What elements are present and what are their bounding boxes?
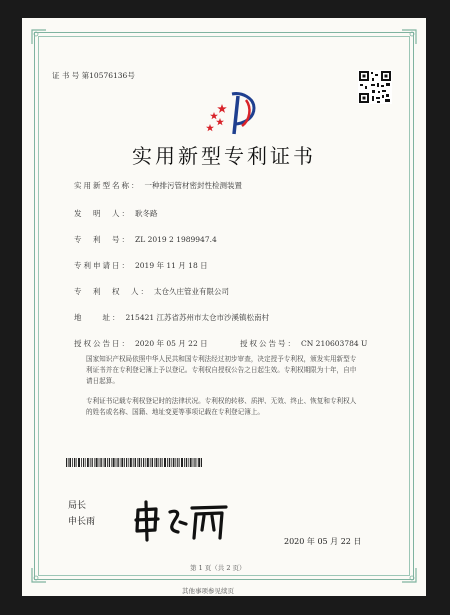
field-row-address <box>74 312 269 323</box>
cnipa-logo-icon <box>202 90 268 136</box>
legal-status-paragraph: 专利证书记载专利权登记时的法律状况。专利权的转移、质押、无效、终止、恢复和专利权人的姓名或名称、国籍、地址变更等事项记载在专利登记簿上。 <box>86 397 357 416</box>
field-label: 地 址： <box>74 313 122 322</box>
field-row-patent-number <box>74 234 217 245</box>
field-value: 耿冬路 <box>135 209 158 218</box>
field-value: 215421 江苏省苏州市太仓市沙溪镇松南村 <box>125 313 270 322</box>
corner-ornament-icon <box>400 28 418 46</box>
field-label: 专 利 权 人： <box>74 287 150 296</box>
field-value: 太仓久庄管业有限公司 <box>154 287 229 296</box>
field-label: 实用新型名称： <box>74 181 141 190</box>
field-label: 专利申请日： <box>74 261 131 270</box>
field-value: 2019 年 11 月 18 日 <box>135 261 208 270</box>
grant-number-value: CN 210603784 U <box>301 339 368 348</box>
field-value: ZL 2019 2 1989947.4 <box>135 235 217 244</box>
signer-title: 局长 <box>68 501 87 511</box>
field-row-patentee <box>74 286 229 297</box>
field-value: 一种排污管材密封性检测装置 <box>144 181 242 190</box>
certificate-number: 证 书 号 第10576136号 <box>52 71 135 80</box>
corner-ornament-icon <box>30 28 48 46</box>
issue-date: 2020 年 05 月 22 日 <box>284 537 362 546</box>
qr-code-icon <box>358 70 392 104</box>
grant-number-label: 授权公告号： <box>240 339 297 348</box>
corner-ornament-icon <box>400 566 418 584</box>
field-row-inventor <box>74 208 158 219</box>
corner-ornament-icon <box>30 566 48 584</box>
signer-name: 申长雨 <box>68 517 96 527</box>
certificate-title: 实用新型专利证书 <box>132 144 316 168</box>
grant-date-value: 2020 年 05 月 22 日 <box>135 339 208 348</box>
handwritten-signature <box>130 500 230 546</box>
barcode-icon <box>66 458 202 467</box>
certificate-paper <box>22 18 426 596</box>
field-row-grant-info <box>74 338 367 349</box>
field-label: 专 利 号： <box>74 235 131 244</box>
grant-statement-paragraph: 国家知识产权局依照中华人民共和国专利法经过初步审查，决定授予专利权，颁发实用新型专利证书并在专利登记簿上予以登记。专利权自授权公告之日起生效。专利权期限为十年，自申请日起算。 <box>86 355 357 385</box>
grant-date-label: 授权公告日： <box>74 339 131 348</box>
field-row-application-date <box>74 260 208 271</box>
field-label: 发 明 人： <box>74 209 131 218</box>
page-indicator: 第 1 页（共 2 页） <box>190 564 246 572</box>
field-row-utility-model-name <box>74 180 242 191</box>
footer-note: 其他事项参见续页 <box>182 587 234 595</box>
